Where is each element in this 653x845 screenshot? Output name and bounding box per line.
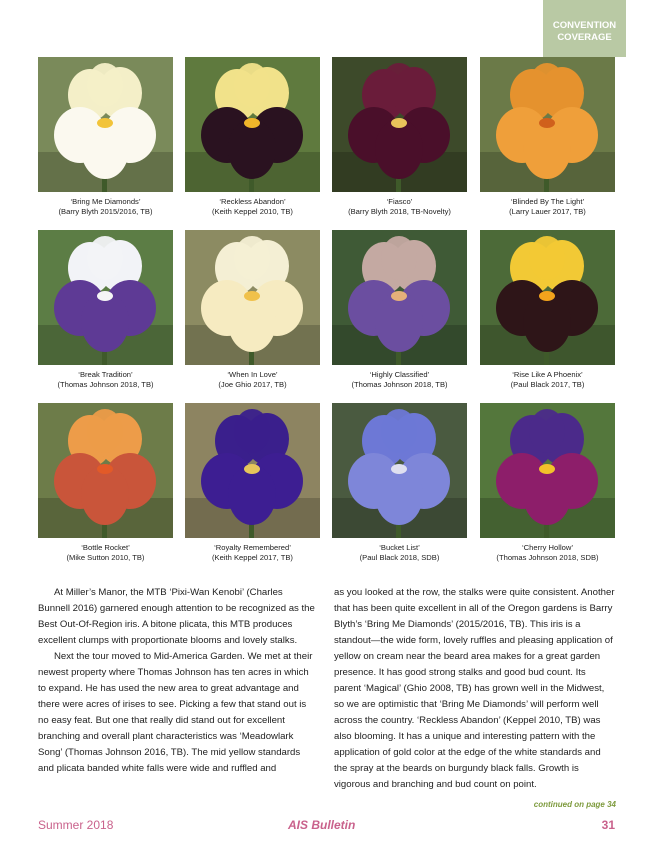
iris-photo bbox=[38, 230, 173, 365]
iris-card bbox=[480, 230, 615, 390]
iris-card bbox=[38, 230, 173, 390]
issue-label: Summer 2018 bbox=[38, 818, 114, 832]
iris-name: ‘Rise Like A Phoenix’ bbox=[512, 370, 583, 379]
iris-photo bbox=[185, 403, 320, 538]
iris-caption bbox=[185, 543, 320, 563]
iris-credit: (Paul Black 2018, SDB) bbox=[359, 553, 440, 562]
iris-credit: (Barry Blyth 2015/2016, TB) bbox=[58, 207, 153, 216]
iris-card bbox=[38, 403, 173, 563]
iris-name: ‘Blinded By The Light’ bbox=[510, 197, 585, 206]
article-paragraph: At Miller’s Manor, the MTB ‘Pixi-Wan Kenobi’ (Charles Bunnell 2016) garnered enough attention to be recognized as the Best Out-Of-Region iris. A bitone plicata, this MTB produces excellent clumps with proportionate blooms and lovely stalks. bbox=[38, 587, 315, 646]
iris-credit: (Barry Blyth 2018, TB-Novelty) bbox=[348, 207, 451, 216]
iris-photo bbox=[332, 230, 467, 365]
iris-credit: (Keith Keppel 2017, TB) bbox=[212, 553, 293, 562]
iris-card bbox=[38, 57, 173, 217]
article-column-1 bbox=[38, 585, 315, 777]
iris-caption bbox=[38, 543, 173, 563]
iris-name: ‘Highly Classified’ bbox=[369, 370, 430, 379]
iris-credit: (Keith Keppel 2010, TB) bbox=[212, 207, 293, 216]
page-number: 31 bbox=[601, 818, 615, 832]
iris-photo bbox=[185, 230, 320, 365]
iris-photo bbox=[185, 57, 320, 192]
iris-name: ‘Bottle Rocket’ bbox=[81, 543, 130, 552]
iris-caption bbox=[185, 370, 320, 390]
iris-photo bbox=[38, 403, 173, 538]
iris-card bbox=[332, 57, 467, 217]
iris-card bbox=[185, 57, 320, 217]
iris-caption bbox=[38, 370, 173, 390]
iris-photo bbox=[38, 57, 173, 192]
iris-credit: (Joe Ghio 2017, TB) bbox=[218, 380, 287, 389]
section-tag: CONVENTION COVERAGE bbox=[543, 0, 626, 57]
iris-caption bbox=[480, 543, 615, 563]
iris-credit: (Thomas Johnson 2018, SDB) bbox=[496, 553, 599, 562]
iris-credit: (Mike Sutton 2010, TB) bbox=[66, 553, 145, 562]
iris-photo bbox=[332, 403, 467, 538]
iris-name: ‘Reckless Abandon’ bbox=[219, 197, 286, 206]
iris-caption bbox=[480, 197, 615, 217]
iris-caption bbox=[480, 370, 615, 390]
iris-card bbox=[480, 57, 615, 217]
iris-card bbox=[332, 403, 467, 563]
iris-name: ‘Fiasco’ bbox=[386, 197, 413, 206]
article-paragraph: Next the tour moved to Mid-America Garden. We met at their newest property where Thomas Johnson has ten acres in which to expand. He has used the new area to great advantage and there were acres of irises to see. Picking a few that stand out is no easy feat. But one that really did stand out for excellent branching and overall plant characteristics was ‘Meadowlark Song’ (Thomas Johnson 2016, TB). The mid yellow standards and plicata banded white falls were wide and ruffled and bbox=[38, 651, 313, 774]
iris-photo bbox=[480, 403, 615, 538]
iris-name: ‘Bucket List’ bbox=[379, 543, 420, 552]
iris-card bbox=[480, 403, 615, 563]
iris-caption bbox=[185, 197, 320, 217]
iris-caption bbox=[332, 197, 467, 217]
page-footer bbox=[38, 818, 615, 834]
iris-name: ‘Break Tradition’ bbox=[78, 370, 133, 379]
iris-caption bbox=[332, 370, 467, 390]
iris-photo bbox=[332, 57, 467, 192]
iris-credit: (Thomas Johnson 2018, TB) bbox=[57, 380, 154, 389]
iris-name: ‘Bring Me Diamonds’ bbox=[70, 197, 141, 206]
iris-caption bbox=[332, 543, 467, 563]
iris-credit: (Larry Lauer 2017, TB) bbox=[509, 207, 586, 216]
iris-name: ‘Royalty Remembered’ bbox=[214, 543, 291, 552]
iris-card bbox=[332, 230, 467, 390]
iris-card bbox=[185, 403, 320, 563]
publication-title: AIS Bulletin bbox=[288, 818, 356, 832]
iris-name: ‘When In Love’ bbox=[227, 370, 278, 379]
iris-credit: (Thomas Johnson 2018, TB) bbox=[351, 380, 448, 389]
iris-card bbox=[185, 230, 320, 390]
iris-photo bbox=[480, 230, 615, 365]
iris-caption bbox=[38, 197, 173, 217]
article-paragraph: as you looked at the row, the stalks were quite consistent. Another that has been quite excellent in all of the Oregon gardens is Barry Blyth’s ‘Bring Me Diamonds’ (2015/2016, TB). This iris is a standout—the wide form, lovely ruffles and pleasing application of yellow on cream near the beard area makes for a great garden presence. It has good strong stalks and good bud count. Its parent ‘Magical’ (Ghio 2008, TB) has grown well in the Midwest, so we are optimistic that ‘Bring Me Diamonds’ will perform well across the country. ‘Reckless Abandon’ (Keppel 2010, TB) was also blooming. It has a unique and interesting pattern with the application of gold color at the edge of the white standards and the spray at the beards on burgundy black falls. Growth is vigorous and branching and bud count on point. bbox=[334, 587, 615, 790]
iris-photo bbox=[480, 57, 615, 192]
iris-credit: (Paul Black 2017, TB) bbox=[510, 380, 585, 389]
article-column-2 bbox=[334, 585, 615, 793]
iris-name: ‘Cherry Hollow’ bbox=[521, 543, 574, 552]
continued-note: continued on page 34 bbox=[533, 800, 616, 809]
